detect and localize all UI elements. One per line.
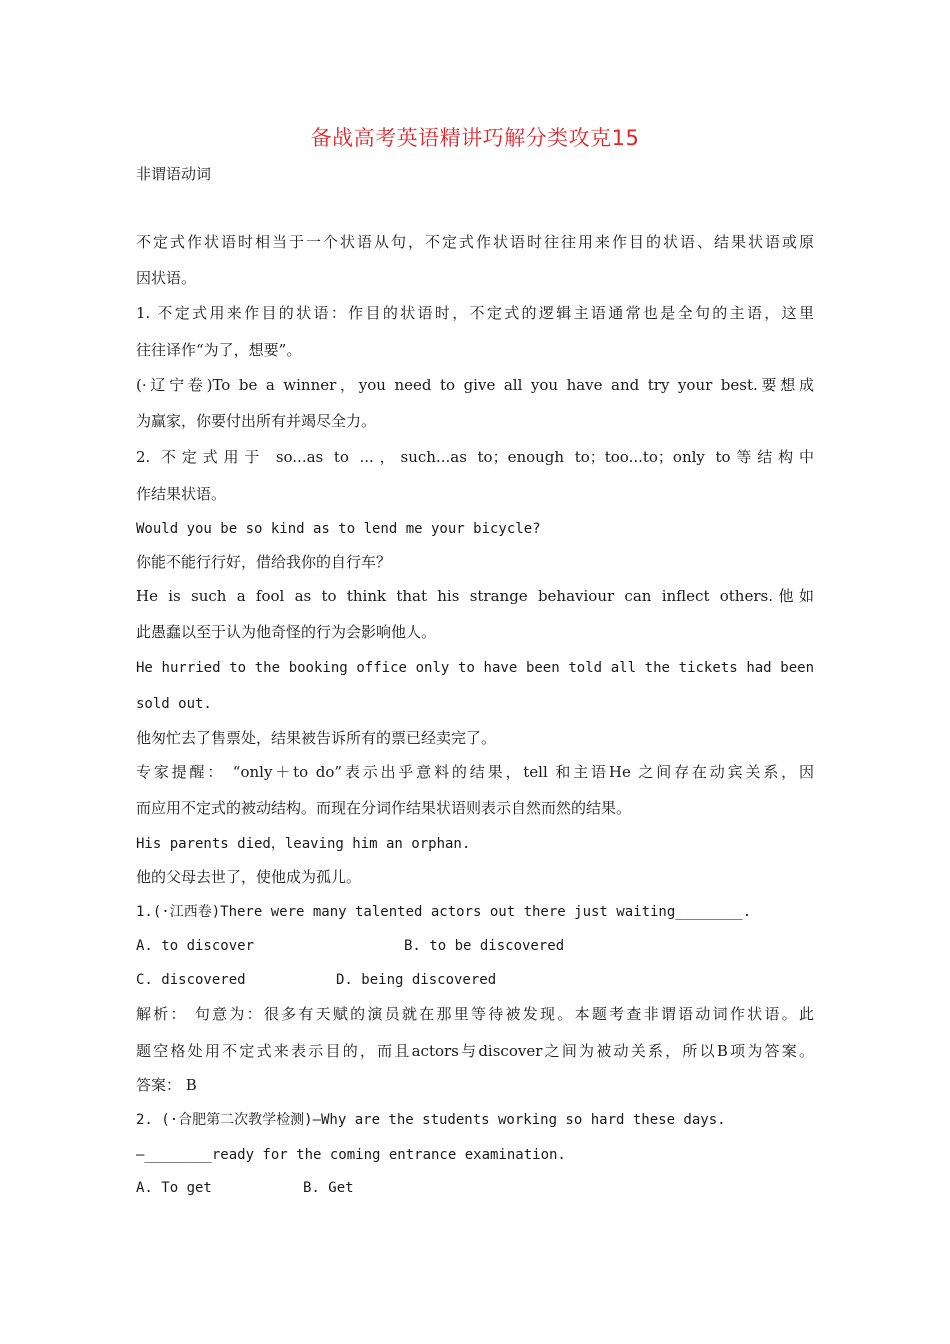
q1-option-b: B. to be discovered bbox=[404, 938, 565, 954]
paragraph-line: 往往译作“为了，想要”。 bbox=[136, 341, 302, 359]
q1-analysis-line: 题空格处用不定式来表示目的，而且actors与discover之间为被动关系，所以B项为答案。 bbox=[136, 1042, 814, 1060]
expert-tip-line: 专家提醒： “only＋to do”表示出乎意料的结果，tell 和主语He 之间存在动宾关系，因 bbox=[136, 763, 814, 781]
q1-analysis-line: 解析： 句意为：很多有天赋的演员就在那里等待被发现。本题考查非谓语动词作状语。此 bbox=[136, 1005, 814, 1023]
q1-option-c: C. discovered bbox=[136, 972, 246, 988]
q1-options-row-1 bbox=[136, 936, 814, 956]
paragraph-line: 不定式作状语时相当于一个状语从句，不定式作状语时往往用来作目的状语、结果状语或原 bbox=[136, 233, 814, 251]
q2-stem: 2. (·合肥第二次教学检测)—Why are the students working so hard these days. bbox=[136, 1112, 726, 1128]
q1-options-row-2 bbox=[136, 970, 814, 990]
example-translation: 此愚蠢以至于认为他奇怪的行为会影响他人。 bbox=[136, 623, 437, 641]
page-title: 备战高考英语精讲巧解分类攻克15 bbox=[310, 126, 640, 150]
q1-option-a: A. to discover bbox=[136, 938, 255, 954]
q1-answer: 答案： B bbox=[136, 1076, 197, 1094]
question-stem: 1.(·江西卷)There were many talented actors out there just waiting________. bbox=[136, 904, 752, 920]
example-line: He is such a fool as to think that his strange behaviour can inflect others.他如 bbox=[136, 587, 814, 605]
example-translation: 他匆忙去了售票处，结果被告诉所有的票已经卖完了。 bbox=[136, 729, 497, 747]
q2-options-row-1 bbox=[136, 1178, 814, 1198]
example-line: sold out. bbox=[136, 696, 212, 712]
expert-tip-line: 而应用不定式的被动结构。而现在分词作结果状语则表示自然而然的结果。 bbox=[136, 799, 632, 817]
example-translation: 为赢家，你要付出所有并竭尽全力。 bbox=[136, 412, 377, 430]
example-line: (·辽宁卷)To be a winner，you need to give all you have and try your best.要想成 bbox=[136, 376, 814, 394]
example-line: He hurried to the booking office only to have been told all the tickets had been bbox=[136, 660, 814, 676]
example-line: His parents died，leaving him an orphan. bbox=[136, 836, 471, 852]
paragraph-line: 作结果状语。 bbox=[136, 485, 227, 503]
paragraph-line: 2. 不定式用于 so...as to ...，such...as to；enough to；too...to；only to等结构中 bbox=[136, 448, 814, 466]
paragraph-line: 因状语。 bbox=[136, 269, 197, 287]
section-heading: 非谓语动词 bbox=[136, 165, 212, 183]
example-translation: 他的父母去世了，使他成为孤儿。 bbox=[136, 868, 362, 886]
q2-option-b: B. Get bbox=[303, 1180, 354, 1196]
q2-reply: —________ready for the coming entrance examination. bbox=[136, 1147, 566, 1163]
q2-option-a: A. To get bbox=[136, 1180, 212, 1196]
paragraph-line: 1. 不定式用来作目的状语：作目的状语时，不定式的逻辑主语通常也是全句的主语，这里 bbox=[136, 304, 814, 322]
q1-option-d: D. being discovered bbox=[336, 972, 497, 988]
example-line: Would you be so kind as to lend me your bicycle? bbox=[136, 521, 541, 537]
example-translation: 你能不能行行好，借给我你的自行车？ bbox=[136, 553, 392, 571]
